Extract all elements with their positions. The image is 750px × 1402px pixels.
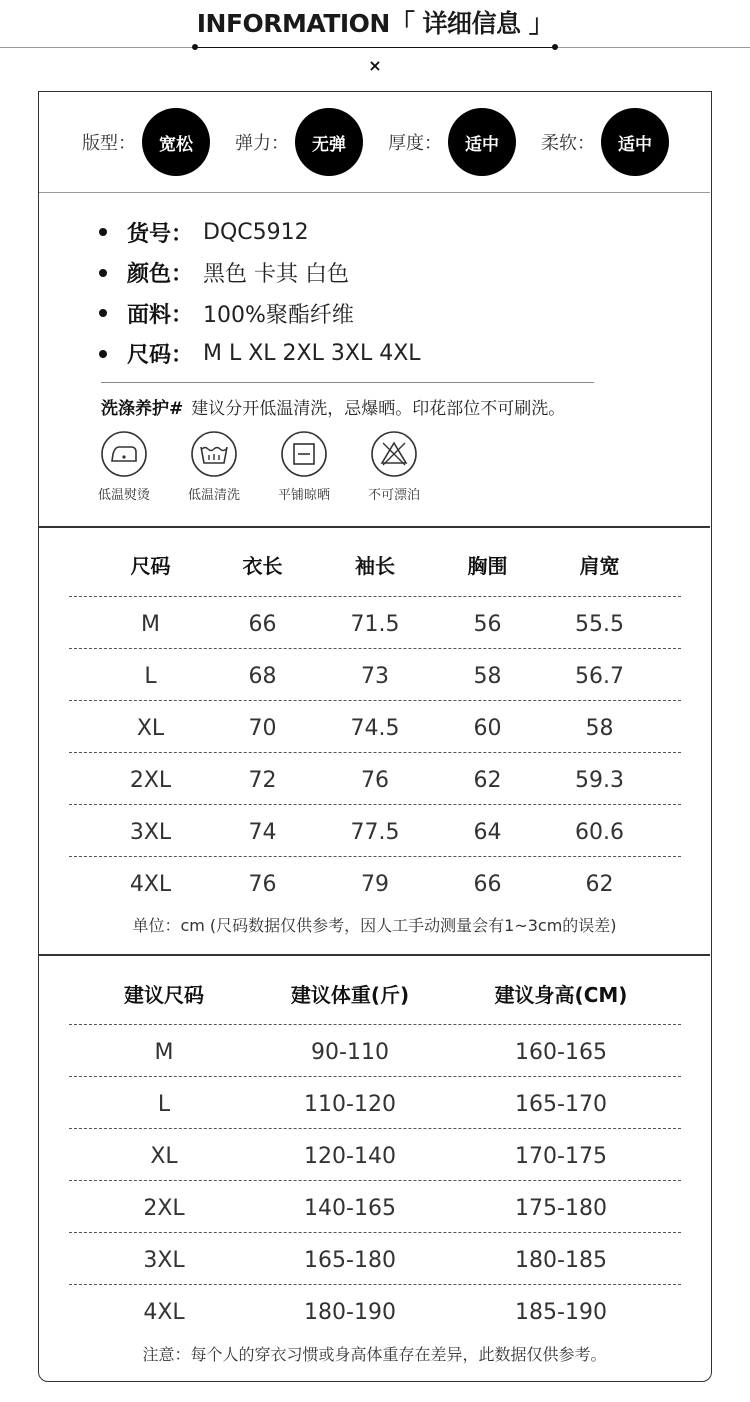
row-divider (69, 1232, 681, 1233)
table-row (69, 820, 681, 845)
table-cell: 180-190 (304, 1300, 396, 1325)
section-divider (39, 954, 710, 956)
section-divider (39, 526, 710, 528)
properties-row (39, 92, 710, 192)
table-cell: 4XL (129, 872, 172, 897)
info-key: 尺码： (127, 343, 194, 369)
close-icon[interactable]: × (368, 56, 382, 75)
property-fit (82, 108, 210, 176)
table-cell: 4XL (143, 1300, 185, 1325)
table-header (69, 979, 681, 1008)
care-label: 不可漂泊 (367, 488, 420, 503)
header-cell: 建议尺码 (124, 983, 204, 1007)
info-item (99, 212, 659, 253)
table-row (69, 1248, 681, 1273)
row-divider (69, 1076, 681, 1077)
table-row (69, 1144, 681, 1169)
care-item-wash (169, 430, 259, 503)
table-cell: 71.5 (350, 612, 400, 637)
table-cell: L (144, 664, 157, 689)
table-cell: 60 (473, 716, 502, 741)
table-row (69, 768, 681, 793)
table-cell: 70 (248, 716, 277, 741)
fit-table (69, 979, 681, 1359)
header-cell: 衣长 (242, 554, 283, 578)
row-divider (69, 1180, 681, 1181)
property-badge: 无弹 (295, 108, 363, 176)
table-cell: 79 (361, 872, 389, 897)
table-cell: 66 (473, 872, 502, 897)
table-cell: 165-180 (304, 1248, 396, 1273)
table-row (69, 612, 681, 637)
table-cell: 74.5 (350, 716, 400, 741)
care-label: 低温清洗 (187, 488, 240, 503)
table-cell: 2XL (129, 768, 172, 793)
table-cell: XL (136, 716, 165, 741)
header-cell: 袖长 (355, 554, 395, 578)
row-divider (69, 596, 681, 597)
table-cell: 140-165 (304, 1196, 396, 1221)
table-row (69, 872, 681, 897)
property-label: 弹力： (235, 133, 289, 154)
property-badge: 适中 (601, 108, 669, 176)
header (0, 0, 750, 90)
info-frame (38, 91, 712, 1382)
info-value: 100%聚酯纤维 (203, 302, 354, 328)
table-cell: 3XL (129, 820, 172, 845)
table-cell: 90-110 (311, 1040, 389, 1065)
table-cell: 58 (585, 716, 614, 741)
care-label: 平铺晾晒 (277, 488, 330, 503)
care-divider (101, 382, 594, 383)
row-divider (69, 752, 681, 753)
bullet-icon (99, 228, 107, 236)
care-item-dry (259, 430, 349, 503)
table-cell: 56.7 (575, 664, 624, 689)
table-cell: M (154, 1040, 174, 1065)
info-key: 颜色： (127, 262, 194, 288)
property-thickness (388, 108, 516, 176)
table-cell: 62 (585, 872, 614, 897)
row-divider (69, 648, 681, 649)
table-cell: 55.5 (575, 612, 624, 637)
table-cell: 2XL (143, 1196, 185, 1221)
page-title: INFORMATION「 详细信息 」 (196, 9, 554, 38)
table-cell: 72 (248, 768, 277, 793)
table-cell: 180-185 (515, 1248, 607, 1273)
care-item-bleach (349, 430, 439, 503)
fit-note: 注意：每个人的穿衣习惯或身高体重存在差异，此数据仅供参考。 (142, 1345, 607, 1364)
table-cell: 60.6 (575, 820, 624, 845)
property-elasticity (235, 108, 363, 176)
table-cell: 68 (248, 664, 277, 689)
property-badge: 宽松 (142, 108, 210, 176)
table-cell: 77.5 (350, 820, 400, 845)
table-cell: 73 (361, 664, 389, 689)
info-value: 黑色 卡其 白色 (203, 262, 350, 288)
header-cell: 建议体重(斤) (290, 983, 410, 1007)
table-cell: 56 (473, 612, 502, 637)
table-cell: 175-180 (515, 1196, 607, 1221)
info-item (99, 293, 659, 334)
table-cell: 3XL (143, 1248, 185, 1273)
row-divider (69, 804, 681, 805)
info-value: M L XL 2XL 3XL 4XL (203, 341, 421, 367)
care-instructions (101, 394, 565, 419)
table-row (69, 1040, 681, 1065)
size-note: 单位：cm (尺码数据仅供参考，因人工手动测量会有1~3cm的误差) (132, 916, 617, 935)
table-header (69, 550, 681, 579)
table-row (69, 664, 681, 689)
property-label: 厚度： (388, 133, 442, 154)
table-row (69, 1092, 681, 1117)
row-divider (69, 1024, 681, 1025)
table-cell: 170-175 (515, 1144, 607, 1169)
info-key: 面料： (127, 302, 194, 328)
care-title: 洗涤养护# (101, 399, 184, 419)
row-divider (69, 1128, 681, 1129)
info-key: 货号： (127, 221, 194, 247)
table-cell: 185-190 (515, 1300, 607, 1325)
table-cell: 64 (473, 820, 502, 845)
header-cell: 尺码 (130, 554, 171, 578)
header-cell: 建议身高(CM) (494, 983, 628, 1007)
property-softness (541, 108, 669, 176)
table-cell: XL (150, 1144, 178, 1169)
iron-low-icon (100, 430, 148, 478)
header-cell: 胸围 (467, 554, 508, 578)
section-divider (39, 192, 710, 193)
table-cell: 76 (361, 768, 389, 793)
header-accent-line (195, 47, 555, 48)
flat-dry-icon (280, 430, 328, 478)
right-dot (552, 44, 558, 50)
bullet-icon (99, 350, 107, 358)
wash-low-icon (190, 430, 238, 478)
table-cell: L (157, 1092, 171, 1117)
table-cell: M (141, 612, 160, 637)
property-label: 版型： (82, 133, 136, 154)
table-row (69, 1300, 681, 1325)
size-table (69, 550, 681, 950)
info-item (99, 334, 659, 375)
property-badge: 适中 (448, 108, 516, 176)
table-cell: 62 (473, 768, 502, 793)
product-info-list (99, 212, 659, 374)
care-item-iron (79, 430, 169, 503)
left-dot (192, 44, 198, 50)
row-divider (69, 856, 681, 857)
table-cell: 74 (248, 820, 277, 845)
info-value: DQC5912 (203, 219, 309, 245)
row-divider (69, 700, 681, 701)
table-row (69, 1196, 681, 1221)
no-bleach-icon (370, 430, 418, 478)
table-cell: 59.3 (575, 768, 624, 793)
table-cell: 66 (248, 612, 277, 637)
table-cell: 76 (248, 872, 277, 897)
row-divider (69, 1284, 681, 1285)
care-text: 建议分开低温清洗，忌爆晒。印花部位不可刷洗。 (191, 399, 566, 419)
info-item (99, 253, 659, 294)
table-cell: 165-170 (515, 1092, 607, 1117)
property-label: 柔软： (541, 133, 595, 154)
table-cell: 160-165 (515, 1040, 607, 1065)
table-cell: 110-120 (304, 1092, 396, 1117)
table-cell: 120-140 (304, 1144, 396, 1169)
bullet-icon (99, 269, 107, 277)
bullet-icon (99, 309, 107, 317)
care-label: 低温熨烫 (97, 488, 150, 503)
header-cell: 肩宽 (579, 554, 620, 578)
table-cell: 58 (473, 664, 502, 689)
table-row (69, 716, 681, 741)
